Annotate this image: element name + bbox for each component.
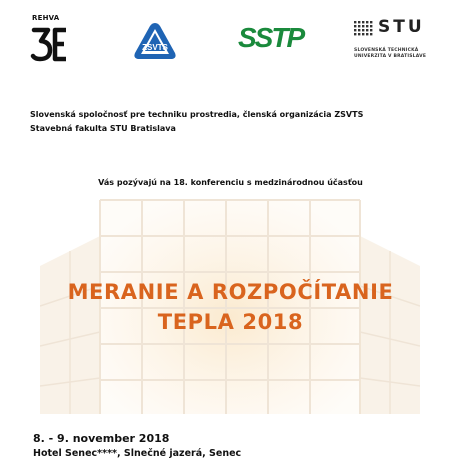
invitation-text: Vás pozývajú na 18. konferenciu s medzinárodnou účasťou: [98, 178, 363, 187]
event-venue: Hotel Senec****, Slnečné jazerá, Senec: [33, 448, 242, 459]
event-title-line-2: TEPLA 2018: [157, 310, 304, 334]
event-date: 8. - 9. november 2018: [33, 432, 170, 445]
rehva-logo: [30, 14, 78, 70]
organizer-line-1: Slovenská spoločnosť pre techniku prostredia, členská organizácia ZSVTS: [30, 110, 364, 119]
sstp-icon: [236, 22, 306, 52]
svg-text:SSTP: SSTP: [238, 22, 304, 52]
stu-logo-subtitle-2: UNIVERZITA V BRATISLAVE: [354, 54, 427, 59]
stu-logo-name: STU: [378, 17, 425, 37]
svg-text:ZSVTS: ZSVTS: [142, 43, 168, 52]
rehva-logo-text: REHVA: [32, 14, 60, 22]
stu-logo: [354, 17, 444, 70]
zsvts-triangle-icon: [132, 20, 178, 64]
event-title-line-1: MERANIE A ROZPOČÍTANIE: [67, 280, 394, 304]
organizer-line-2: Stavebná fakulta STU Bratislava: [30, 124, 176, 133]
sstp-logo: [236, 22, 306, 56]
zsvts-logo: [132, 20, 178, 68]
stu-logo-subtitle-1: SLOVENSKÁ TECHNICKÁ: [354, 48, 419, 53]
rehva-3e-icon: [30, 26, 70, 62]
building-illustration: [40, 196, 420, 418]
stu-dots-icon: [354, 20, 374, 40]
